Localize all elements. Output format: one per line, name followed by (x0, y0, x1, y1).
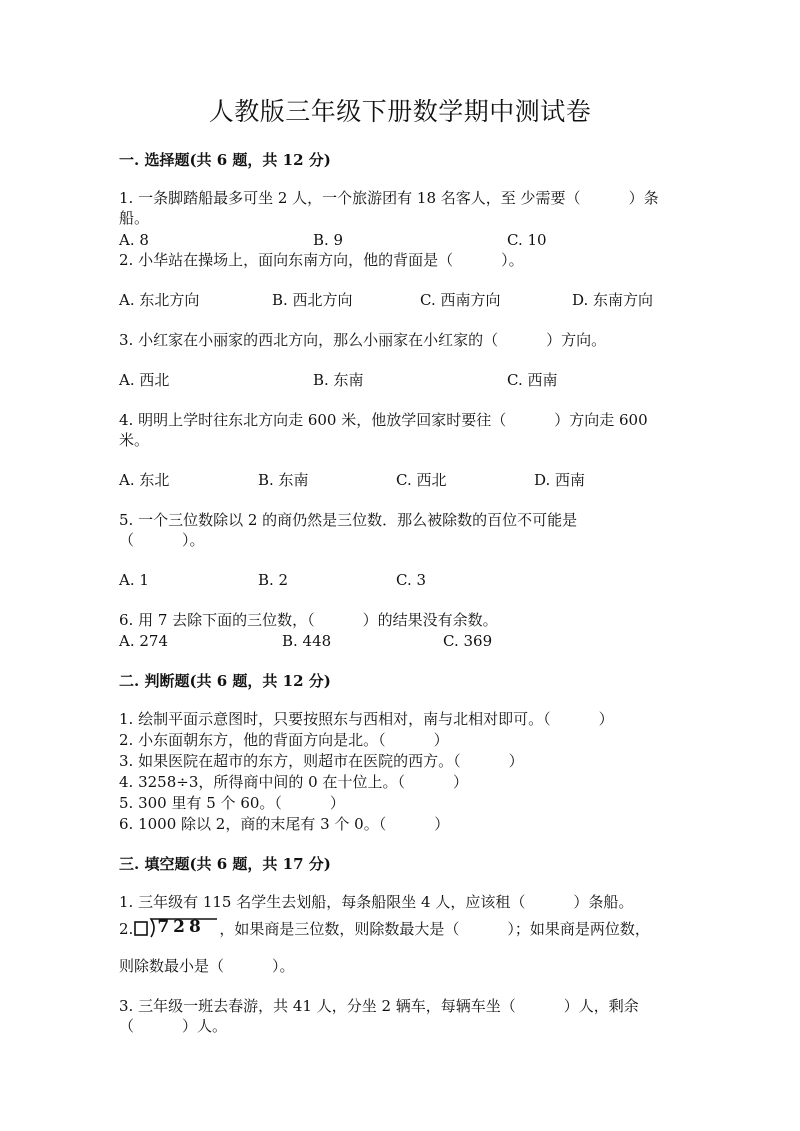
question-text: （ (119, 531, 135, 549)
option-c: C. 西北 (396, 471, 447, 489)
option-b: B. 东南 (258, 471, 309, 489)
item-number: 2. (119, 920, 134, 938)
question-text: 6. 用 7 去除下面的三位数，（ (119, 611, 315, 629)
option-a: A. 1 (119, 571, 149, 589)
option-a: A. 西北 (119, 371, 170, 389)
fill-item-2 (119, 916, 689, 939)
option-d: D. 东南方向 (572, 291, 654, 309)
question-5: 5. 一个三位数除以 2 的商仍然是三位数．那么被除数的百位不可能是 (119, 511, 578, 529)
fill-item-3 (119, 996, 689, 1016)
item-text: ）；如果商是两位数， (507, 920, 650, 938)
question-text: ）方向走 600 (554, 411, 648, 429)
item-text: 1. 三年级有 115 名学生去划船，每条船限坐 4 人，应该租（ (119, 893, 526, 911)
option-c: C. 西南 (507, 371, 558, 389)
judgement-item (119, 730, 689, 750)
option-a: A. 东北方向 (119, 291, 200, 309)
item-text: 6. 1000 除以 2，商的末尾有 3 个 0。（ (119, 815, 387, 833)
judgement-item (119, 814, 689, 834)
question-text: ）的结果没有余数。 (362, 611, 498, 629)
item-text: ） (508, 752, 524, 770)
section-heading-judgement: 二. 判断题(共 6 题，共 12 分) (119, 672, 331, 690)
judgement-item (119, 751, 689, 771)
long-division-symbol (133, 916, 219, 938)
question-text: 1. 一条脚踏船最多可坐 2 人，一个旅游团有 18 名客人，至 少需要（ (119, 189, 581, 207)
judgement-item (119, 772, 689, 792)
fill-item-1 (119, 892, 689, 912)
option-c: C. 西南方向 (420, 291, 501, 309)
question-5-cont (119, 530, 689, 550)
option-a: A. 东北 (119, 471, 170, 489)
section-heading-choice: 一. 选择题(共 6 题，共 12 分) (119, 151, 331, 169)
item-text: 2. 小东面朝东方，他的背面方向是北。（ (119, 731, 386, 749)
question-1 (119, 188, 681, 208)
item-text: 3. 三年级一班去春游，共 41 人，分坐 2 辆车，每辆车坐（ (119, 997, 516, 1015)
question-3 (119, 330, 681, 350)
option-a: A. 8 (119, 231, 149, 249)
question-text: ）。 (182, 531, 205, 549)
item-text: ） (329, 794, 345, 812)
question-text: ）条 (628, 189, 659, 207)
fill-item-3-cont (119, 1016, 689, 1036)
item-text: ）。 (272, 957, 295, 975)
option-b: B. 西北方向 (272, 291, 353, 309)
question-2 (119, 250, 681, 270)
section-heading-fill: 三. 填空题(共 6 题，共 17 分) (119, 855, 331, 873)
option-b: B. 2 (258, 571, 289, 589)
item-text: 3. 如果医院在超市的东方，则超市在医院的西方。（ (119, 752, 461, 770)
item-text: 4. 3258÷3，所得商中间的 0 在十位上。（ (119, 773, 405, 791)
item-text: 5. 300 里有 5 个 60。（ (119, 794, 282, 812)
question-6 (119, 610, 681, 630)
question-text: 3. 小红家在小丽家的西北方向，那么小丽家在小红家的（ (119, 331, 499, 349)
item-text: ） (433, 731, 449, 749)
item-text: ）人，剩余 (563, 997, 639, 1015)
option-b: B. 448 (282, 632, 332, 650)
question-text: 4. 明明上学时往东北方向走 600 米，他放学回家时要往（ (119, 411, 507, 429)
option-d: D. 西南 (534, 471, 586, 489)
item-text: ） (452, 773, 468, 791)
item-text: （ (119, 1017, 135, 1035)
judgement-item (119, 793, 689, 813)
question-text: ）。 (501, 251, 524, 269)
question-1-cont: 船。 (119, 209, 150, 227)
fill-item-2-cont (119, 956, 689, 976)
question-4 (119, 410, 681, 430)
item-text: 1. 绘制平面示意图时，只要按照东与西相对，南与北相对即可。（ (119, 710, 551, 728)
question-text: ）方向。 (546, 331, 607, 349)
option-c: C. 10 (507, 231, 547, 249)
option-c: C. 369 (443, 632, 493, 650)
question-4-cont: 米。 (119, 431, 150, 449)
dividend: 728 (157, 917, 205, 937)
option-c: C. 3 (396, 571, 427, 589)
item-text: 则除数最小是（ (119, 957, 225, 975)
item-text: ） (598, 710, 614, 728)
page-title: 人教版三年级下册数学期中测试卷 (208, 97, 592, 126)
option-b: B. 东南 (313, 371, 364, 389)
item-text: ）人。 (182, 1017, 228, 1035)
option-a: A. 274 (119, 632, 168, 650)
question-text: 2. 小华站在操场上，面向东南方向，他的背面是（ (119, 251, 454, 269)
judgement-item (119, 709, 689, 729)
option-b: B. 9 (313, 231, 344, 249)
item-text: ）条船。 (573, 893, 634, 911)
item-text: ） (434, 815, 450, 833)
item-text: ，如果商是三位数，则除数最大是（ (219, 920, 460, 938)
